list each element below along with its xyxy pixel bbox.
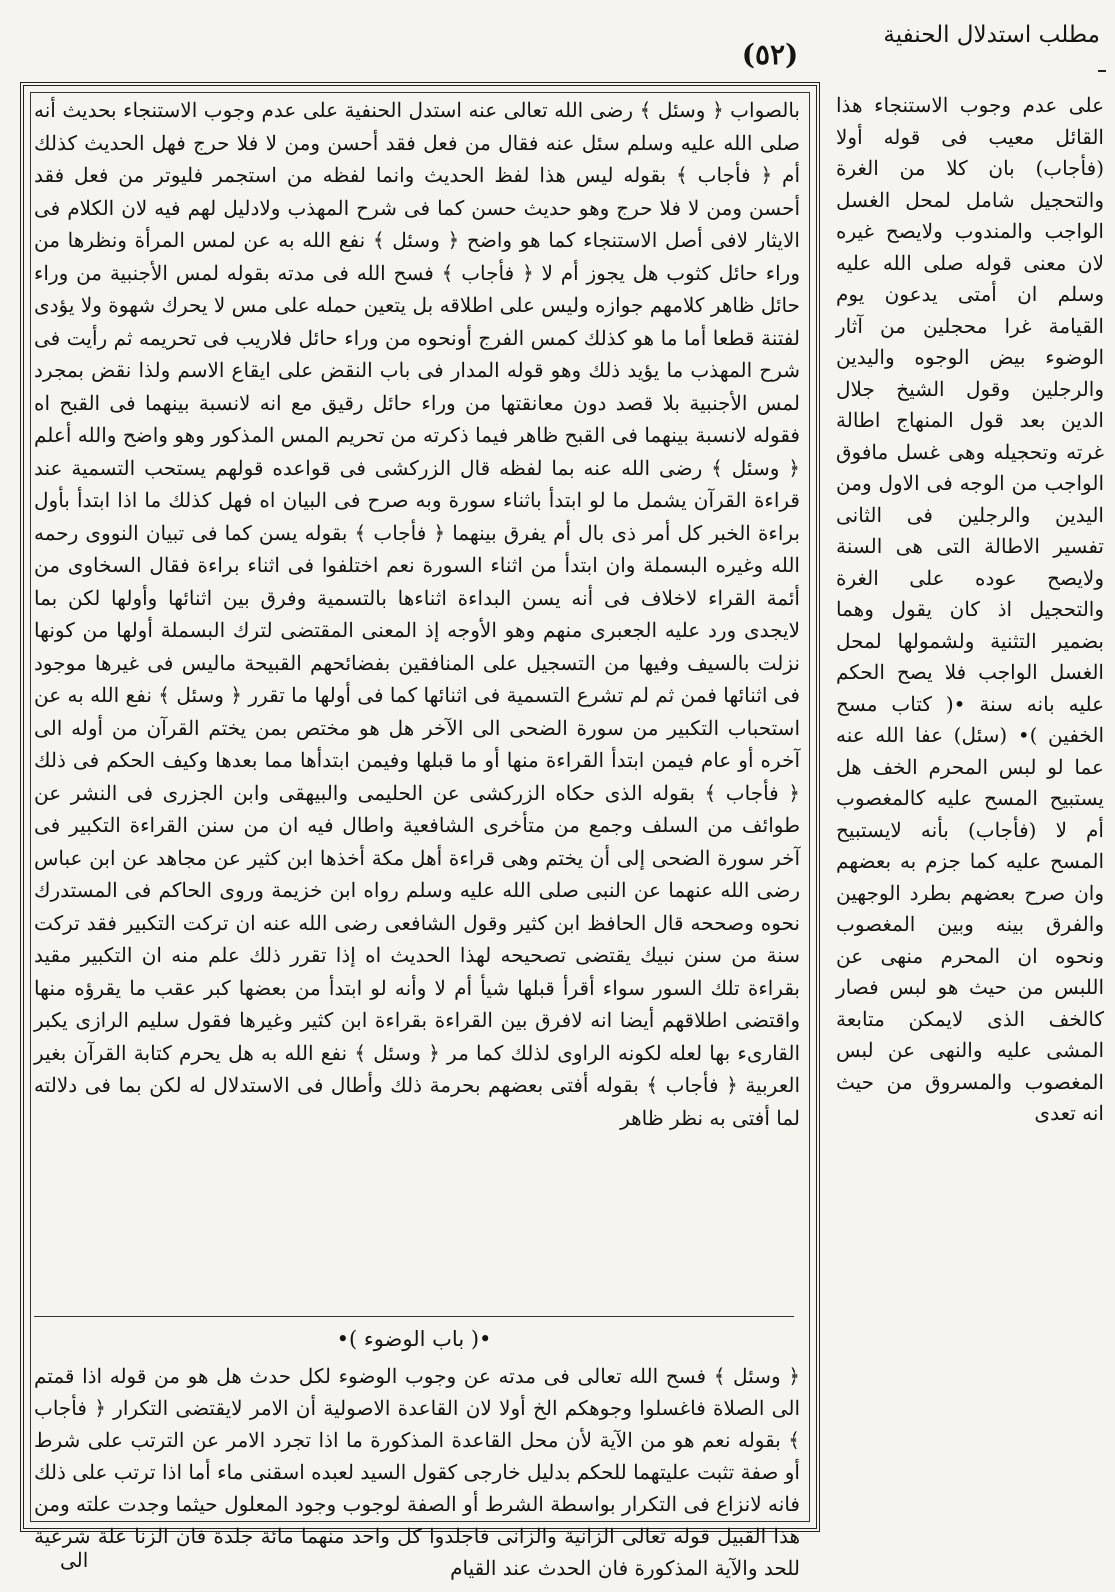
section-heading: •( باب الوضوء )• <box>336 1327 492 1351</box>
section-text-body <box>34 1360 800 1584</box>
margin-title: مطلب استدلال الحنفية <box>883 22 1100 48</box>
margin-commentary <box>836 90 1104 1130</box>
section-divider <box>34 1316 794 1317</box>
margin-tick-mark <box>1098 70 1106 72</box>
main-text-paragraph: بالصواب ﴿ وسئل ﴾ رضى الله تعالى عنه استدل الحنفية على عدم وجوب الاستنجاء بحديث أنه صلى الله عليه وسلم سئل عنه فقال من فعل فقد أحسن ومن لا فلا حرج فهل الحديث كذلك أم ﴿ فأجاب ﴾ بقوله ليس هذا لفظ الحديث وانما لفظه من استجمر فليوتر من فعل فقد أحسن ومن لا فلا حرج وهو حديث حسن كما فى شرح المهذب ولادليل لهم فيه لان الكلام فى الايثار لافى أصل الاستنجاء كما هو واضح ﴿ وسئل ﴾ نفع الله به عن لمس المرأة ونظرها من وراء حائل كثوب هل يجوز أم لا ﴿ فأجاب ﴾ فسح الله فى مدته بقوله لمس الأجنبية من وراء حائل ظاهر كلامهم جوازه وليس على اطلاقه بل يتعين حمله على مس لا يحرك شهوة ولا يؤدى لفتنة قطعا أما ما هو كذلك كمس الفرج أونحوه من وراء حائل فلاريب فى تحريمه ثم رأيت فى شرح المهذب ما يؤيد ذلك وهو قوله المدار فى باب النقض على ايقاع الاسم ولذا نقض بمجرد لمس الأجنبية بلا قصد دون معانقتها من وراء حائل رقيق مع انه لانسبة بينهما فى القبح اه فقوله لانسبة بينهما فى القبح ظاهر فيما ذكرته من تحريم المس المذكور وهو واضح والله أعلم ﴿ وسئل ﴾ رضى الله عنه بما لفظه قال الزركشى فى قواعده قولهم يستحب التسمية عند قراءة القرآن يشمل ما لو ابتدأ باثناء سورة وبه صرح فى البيان اه فهل كذلك ما اذا ابتدأ بأول براءة الخبر كل أمر ذى بال أم يفرق بينهما ﴿ فأجاب ﴾ بقوله يسن كما فى تبيان النووى رحمه الله وغيره البسملة وان ابتدأ من اثناء السورة نعم اختلفوا فى اثناء براءة فقال السخاوى من أئمة القراء لاخلاف فى أنه يسن البداءة اثناءها بالتسمية وفرق بين اثنائها وأولها لكن بما لايجدى ورد عليه الجعبرى منهم وهو الأوجه إذ المعنى المقتضى لترك البسملة أولها من كونها نزلت بالسيف وفيها من التسجيل على المنافقين بفضائحهم القبيحة ماليس فى غيرها موجود فى اثنائها فمن ثم لم تشرع التسمية فى اثنائها كما فى أولها ما تقرر ﴿ وسئل ﴾ نفع الله به عن استحباب التكبير من سورة الضحى الى الآخر هل هو مختص بمن يختم القرآن من أوله الى آخره أو عام فيمن ابتدأ القراءة منها أو ما قبلها وفيمن ابتدأها مما بعدها وكيف الحكم فى ذلك ﴿ فأجاب ﴾ بقوله الذى حكاه الزركشى عن الحليمى والبيهقى وابن الجزرى فى النشر عن طوائف من السلف وجمع من متأخرى الشافعية واطال فيه ان من سنن القراءة التكبير فى آخر سورة الضحى إلى أن يختم وهى قراءة أهل مكة أخذها ابن كثير عن مجاهد عن ابن عباس رضى الله عنهما عن النبى صلى الله عليه وسلم رواه ابن خزيمة وروى الحاكم فى المستدرك نحوه وصححه قال الحافظ ابن كثير وقول الشافعى رضى الله عنه ان تركت التكبير فقد تركت سنة من سنن نبيك يقتضى تصحيحه لهذا الحديث اه إذا تقرر ذلك علم منه ان التكبير مقيد بقراءة تلك السور سواء أقرأ قبلها شيأ أم لا وأنه لو ابتدأ من بعضها كبر عقب ما يقرؤه منها واقتضى اطلاقهم أيضا انه لافرق بين القراءة بقراءة ابن كثير وغيرها فقول سليم الرازى يكبر القارىء بها لعله لكونه الراوى لذلك كما مر ﴿ وسئل ﴾ نفع الله به هل يحرم كتابة القرآن بغير العربية ﴿ فأجاب ﴾ بقوله أفتى بعضهم بحرمة ذلك وأطال فى الاستدلال له لكن بما فى دلالته لما أفتى به نظر ظاهر <box>34 98 801 1130</box>
main-text-body <box>34 94 800 1134</box>
page-number: (٥٢) <box>741 38 799 71</box>
catchword: الى <box>60 1548 89 1572</box>
section-text-paragraph: ﴿ وسئل ﴾ فسح الله تعالى فى مدته عن وجوب الوضوء لكل حدث هل هو من قوله اذا قمتم الى الصلاة فاغسلوا وجوهكم الخ أولا لان القاعدة الاصولية أن الامر لايقتضى التكرار ﴿ فأجاب ﴾ بقوله نعم هو من الآية لأن محل القاعدة المذكورة ما اذا تجرد الامر عن الترتب على شرط أو صفة تثبت عليتهما للحكم بدليل خارجى كقول السيد لعبده اسقنى ماء أما اذا ترتب على ذلك فانه لانزاع فى التكرار بواسطة الشرط أو الصفة لوجوب وجود المعلول حيثما وجدت علته ومن هذا القبيل قوله تعالى الزانية والزانى فاجلدوا كل واحد منهما مائة جلدة فان الزنا علة شرعية للحد والآية المذكورة فان الحدث عند القيام <box>34 1364 801 1580</box>
margin-commentary-text: على عدم وجوب الاستنجاء هذا القائل معيب فى قوله أولا (فأجاب) بان كلا من الغرة والتحجيل شامل لمحل الغسل الواجب والمندوب ولايصح غيره لان معنى قوله صلى الله عليه وسلم ان أمتى يدعون يوم القيامة غرا محجلين من آثار الوضوء بيض الوجوه واليدين والرجلين وقول الشيخ جلال الدين بعد قول المنهاج اطالة غرته وتحجيله وهى غسل مافوق الواجب من الوجه فى الاول ومن اليدين والرجلين فى الثانى تفسير الاطالة التى هى السنة ولايصح عوده على الغرة والتحجيل اذ كان يقول وهما بضمير التثنية ولشمولها لمحل الغسل الواجب فلا يصح الحكم عليه بانه سنة •( كتاب مسح الخفين )• (سئل) عفا الله عنه عما لو لبس المحرم الخف هل يستبيح المسح عليه كالمغصوب أم لا (فأجاب) بأنه لايستبيح المسح عليه كما جزم به بعضهم وان صرح بعضهم بطرد الوجهين والفرق بينه وبين المغصوب ونحوه ان المحرم منهى عن اللبس من حيث هو لبس فصار كالخف الذى لايمكن متابعة المشى عليه والنهى عن لبس المغصوب والمسروق من حيث انه تعدى <box>836 93 1104 1125</box>
